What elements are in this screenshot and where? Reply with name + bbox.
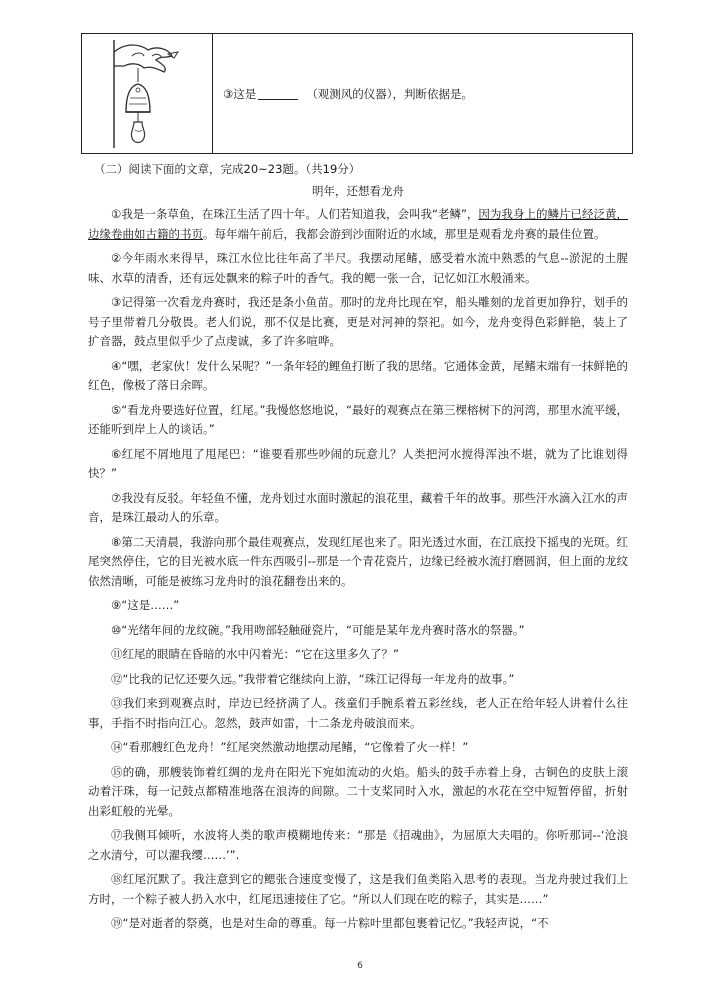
wind-bell-image-cell — [82, 34, 213, 153]
paragraph-1 — [88, 205, 628, 244]
question-3-suffix: （观测风的仪器），判断依据是。 — [306, 86, 474, 101]
paragraph-1-text-a: ①我是一条草鱼，在珠江生活了四十年。人们若知道我，会叫我“老鳞”， — [111, 207, 479, 221]
paragraph-4: ④“嘿，老家伙！发什么呆呢？”一条年轻的鲤鱼打断了我的思绪。它通体金黄，尾鳍末端有一抹鲜艳的红色，像极了落日余晖。 — [88, 358, 628, 392]
paragraph-10: ⑩“光绪年间的龙纹碗。”我用吻部轻触碰瓷片，“可能是某年龙舟赛时落水的祭器。” — [111, 622, 525, 637]
wind-bell-illustration — [102, 38, 192, 150]
paragraph-19: ⑲“是对逝者的祭奠，也是对生命的尊重。每一片粽叶里都包裹着记忆。”我轻声说，“不 — [111, 916, 549, 930]
paragraph-3: ③记得第一次看龙舟赛时，我还是条小鱼苗。那时的龙舟比现在窄，船头雕刻的龙首更加狰狞，划手的号子里带着几分敬畏。老人们说，那不仅是比赛，更是对河神的祭祀。如今，龙舟变得色彩鲜艳，装上了扩音器，鼓点里似乎少了点虔诚，多了许多喧哗。 — [88, 295, 628, 348]
reading-section — [88, 160, 628, 939]
paragraph-6: ⑥红尾不屑地甩了甩尾巴：“谁要看那些吵闹的玩意儿？人类把河水搅得浑浊不堪，就为了比谁划得快？” — [88, 446, 628, 480]
paragraph-18: ⑱红尾沉默了。我注意到它的鳃张合速度变慢了，这是我们鱼类陷入思考的表现。当龙舟驶过我们上方时，一个粽子被人扔入水中，红尾迅速接住了它。“所以人们现在吃的粽子，其实是……” — [88, 872, 628, 906]
paragraph-1-text-b: 。每年端午前后，我都会游到沙面附近的水域，那里是观看龙舟赛的最佳位置。 — [203, 226, 606, 241]
page-number: 6 — [357, 961, 363, 971]
paragraph-7: ⑦我没有反驳。年轻鱼不懂，龙舟划过水面时激起的浪花里，藏着千年的故事。那些汗水滴入江水的声音，是珠江最动人的乐章。 — [88, 490, 628, 524]
paragraph-5: ⑤“看龙舟要选好位置，红尾。”我慢悠悠地说，“最好的观赛点在第三棵榕树下的河湾，那里水流平缓，还能听到岸上人的谈话。” — [88, 402, 628, 436]
section-heading: （二）阅读下面的文章，完成20~23题。（共19分） — [94, 162, 361, 176]
paragraph-2: ②今年雨水来得早，珠江水位比往年高了半尺。我摆动尾鳍，感受着水流中熟悉的气息--淤泥的土腥味、水草的清香，还有远处飘来的粽子叶的香气。我的鳃一张一合，记忆如江水般涌来。 — [88, 251, 628, 285]
question-3-cell — [213, 34, 632, 153]
answer-blank[interactable] — [258, 88, 298, 100]
paragraph-1-underlined: 因为我身上的鳞片已经泛黄，边缘卷曲如古籍的书页 — [88, 207, 628, 241]
paragraph-9: ⑨“这是……” — [111, 598, 180, 612]
question-table — [81, 33, 633, 154]
paragraph-14: ⑭“看那艘红色龙舟！”红尾突然激动地摆动尾鳍，“它像着了火一样！” — [111, 740, 469, 754]
paragraph-15: ⑮的确，那艘装饰着红绸的龙舟在阳光下宛如流动的火焰。船头的鼓手赤着上身，古铜色的皮肤上滚动着汗珠，每一记鼓点都精准地落在浪涛的间隙。二十支桨同时入水，激起的水花在空中短暂停留，折射出彩虹般的光晕。 — [88, 764, 628, 818]
paragraph-13: ⑬我们来到观赛点时，岸边已经挤满了人。孩童们手腕系着五彩丝线，老人正在给年轻人讲着什么往事，手指不时指向江心。忽然，鼓声如雷，十二条龙舟破浪而来。 — [88, 696, 628, 730]
paragraph-12: ⑫“比我的记忆还要久远。”我带着它继续向上游，“珠江记得每一年龙舟的故事。” — [111, 671, 515, 686]
paragraph-17: ⑰我侧耳倾听，水波将人类的歌声模糊地传来：“那是《招魂曲》，为屈原大夫唱的。你听那词--‘沧浪之水清兮，可以濯我缨……’”. — [88, 828, 628, 862]
paragraph-8: ⑧第二天清晨，我游向那个最佳观赛点，发现红尾也来了。阳光透过水面，在江底投下摇曳的光斑。红尾突然停住，它的目光被水底一件东西吸引--那是一个青花瓷片，边缘已经被水流打磨圆润，但上面的龙纹依然清晰，可能是被练习龙舟时的浪花翻卷出来的。 — [88, 534, 628, 588]
article-title: 明年，还想看龙舟 — [312, 183, 404, 198]
question-3-prefix: ③这是 — [223, 86, 257, 101]
paragraph-11: ⑪红尾的眼睛在昏暗的水中闪着光：“它在这里多久了？” — [111, 647, 399, 661]
